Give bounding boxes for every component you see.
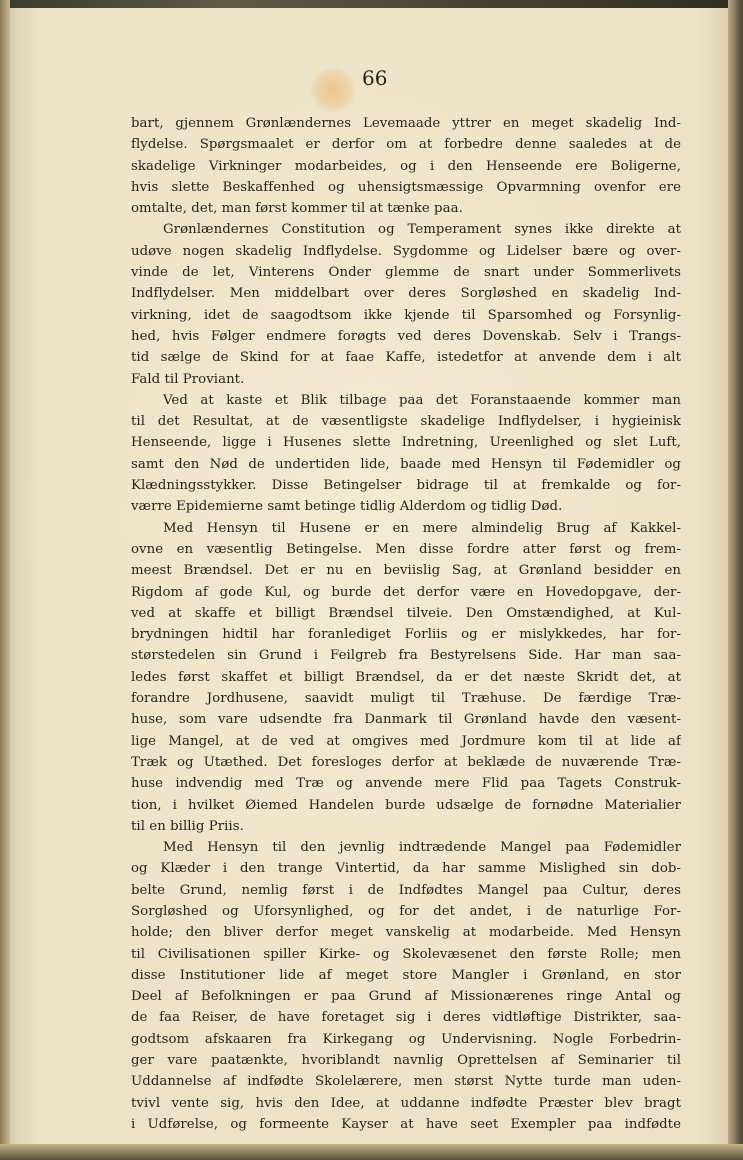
text-line: skadelige Virkninger modarbeides, og i den Henseende ere Boligerne, — [131, 158, 681, 174]
text-line: lige Mangel, at de ved at omgives med Jordmure kom til at lide af — [131, 733, 681, 749]
text-line: Sorgløshed og Uforsynlighed, og for det andet, i de naturlige For- — [131, 903, 681, 919]
text-line: hvis slette Beskaffenhed og uhensigtsmæssige Opvarmning ovenfor ere — [131, 179, 681, 195]
text-line: Henseende, ligge i Husenes slette Indretning, Ureenlighed og slet Luft, — [131, 435, 681, 451]
text-line: udøve nogen skadelig Indflydelse. Sygdomme og Lidelser bære og over- — [131, 243, 681, 259]
text-line: hed, hvis Følger endmere forøgts ved deres Dovenskab. Selv i Trangs- — [131, 328, 681, 344]
text-line: ledes først skaffet et billigt Brændsel, da er det næste Skridt det, at — [131, 669, 681, 685]
text-line: Klædningsstykker. Disse Betingelser bidrage til at fremkalde og for- — [131, 478, 681, 494]
text-line: Indflydelser. Men middelbart over deres Sorgløshed en skadelig Ind- — [131, 286, 681, 302]
text-line: meest Brændsel. Det er nu en beviislig Sag, at Grønland besidder en — [131, 563, 681, 579]
book-spine-shadow — [0, 0, 10, 1160]
text-line: tion, i hvilket Øiemed Handelen burde udsælge de fornødne Materialier — [131, 797, 681, 813]
text-line: Uddannelse af indfødte Skolelærere, men størst Nytte turde man uden- — [131, 1074, 681, 1090]
text-line: tid sælge de Skind for at faae Kaffe, istedetfor at anvende dem i alt — [131, 350, 681, 366]
page-number: 66 — [362, 66, 388, 90]
text-line: omtalte, det, man først kommer til at tænke paa. — [131, 201, 463, 217]
text-line: flydelse. Spørgsmaalet er derfor om at forbedre denne saaledes at de — [131, 137, 681, 153]
text-line: huse indvendig med Træ og anvende mere Flid paa Tagets Construk- — [131, 776, 681, 792]
text-line: forandre Jordhusene, saavidt muligt til Træhuse. De færdige Træ- — [131, 691, 681, 707]
book-bottom-edge — [0, 1144, 743, 1160]
text-line: ovne en væsentlig Betingelse. Men disse fordre atter først og frem- — [131, 541, 681, 557]
text-line: ved at skaffe et billigt Brændsel tilveie. Den Omstændighed, at Kul- — [131, 605, 681, 621]
text-line: disse Institutioner lide af meget store Mangler i Grønland, en stor — [131, 967, 681, 983]
text-line: til Civilisationen spiller Kirke- og Skolevæsenet den første Rolle; men — [131, 946, 681, 962]
text-line: størstedelen sin Grund i Feilgreb fra Bestyrelsens Side. Har man saa- — [131, 648, 681, 664]
body-text — [131, 113, 681, 1135]
text-line: holde; den bliver derfor meget vanskelig at modarbeide. Med Hensyn — [131, 925, 681, 941]
text-line: samt den Nød de undertiden lide, baade med Hensyn til Fødemidler og — [131, 456, 681, 472]
text-line: Med Hensyn til den jevnlig indtrædende Mangel paa Fødemidler — [163, 840, 681, 856]
text-line: tvivl vente sig, hvis den Idee, at uddanne indfødte Præster blev bragt — [131, 1095, 681, 1111]
text-line: til det Resultat, at de væsentligste skadelige Indflydelser, i hygieinisk — [131, 414, 681, 430]
text-line: brydningen hidtil har foranlediget Forliis og er mislykkedes, har for- — [131, 627, 681, 643]
text-line: virkning, idet de saagodtsom ikke kjende til Sparsomhed og Forsynlig- — [131, 307, 681, 323]
text-line: Grønlændernes Constitution og Temperament synes ikke direkte at — [163, 222, 681, 238]
text-line: Ved at kaste et Blik tilbage paa det Foranstaaende kommer man — [163, 392, 681, 408]
text-line: godtsom afskaaren fra Kirkegang og Undervisning. Nogle Forbedrin- — [131, 1031, 681, 1047]
text-line: Med Hensyn til Husene er en mere almindelig Brug af Kakkel- — [163, 520, 681, 536]
text-line: i Udførelse, og formeente Kayser at have seet Exempler paa indfødte — [131, 1116, 681, 1132]
text-line: vinde de let, Vinterens Onder glemme de snart under Sommerlivets — [131, 265, 681, 281]
paper-stain — [310, 68, 356, 112]
text-line: bart, gjennem Grønlændernes Levemaade yttrer en meget skadelig Ind- — [131, 116, 681, 131]
text-line: de faa Reiser, de have foretaget sig i deres vidtløftige Distrikter, saa- — [131, 1010, 681, 1026]
text-line: ger vare paatænkte, hvoriblandt navnlig Oprettelsen af Seminarier til — [131, 1053, 681, 1069]
text-line: og Klæder i den trange Vintertid, da har samme Mislighed sin dob- — [131, 861, 681, 877]
text-line: belte Grund, nemlig først i de Indfødtes Mangel paa Cultur, deres — [131, 882, 681, 898]
text-line: huse, som vare udsendte fra Danmark til Grønland havde den væsent- — [131, 712, 681, 728]
text-line: til en billig Priis. — [131, 818, 244, 834]
text-line: værre Epidemierne samt betinge tidlig Alderdom og tidlig Død. — [131, 499, 563, 515]
text-line: Fald til Proviant. — [131, 371, 245, 387]
text-line: Rigdom af gode Kul, og burde det derfor være en Hovedopgave, der- — [131, 584, 681, 600]
text-line: Træk og Utæthed. Det foresloges derfor at beklæde de nuværende Træ- — [131, 754, 681, 770]
text-line: Deel af Befolkningen er paa Grund af Missionærenes ringe Antal og — [131, 989, 681, 1005]
page-edge-shadow — [728, 0, 743, 1160]
